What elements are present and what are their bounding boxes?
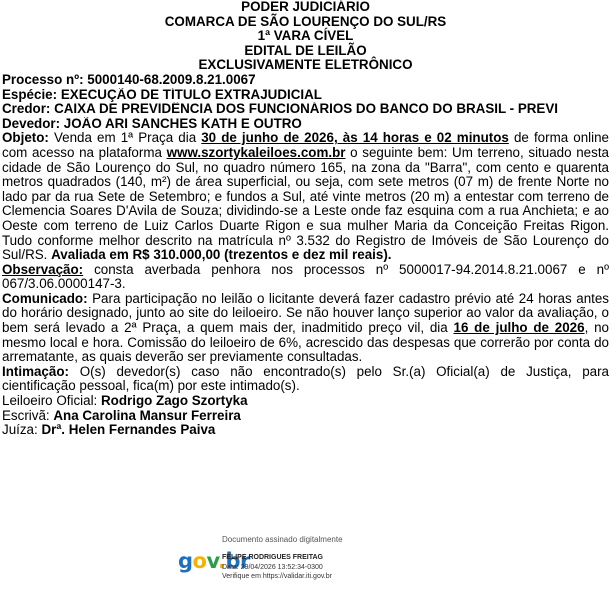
observacao-text: consta averbada penhora nos processos nº 5000017-94.2014.8.21.0067 e nº 067/3.06.0000147-3.	[2, 261, 609, 292]
devedor-label: Devedor:	[2, 116, 61, 131]
processo-label: Processo nº:	[2, 72, 84, 87]
header-poder-judiciario: PODER JUDICIÁRIO	[241, 0, 370, 14]
credor-line	[0, 102, 611, 117]
leiloeiro-name: Rodrigo Zago Szortyka	[101, 394, 248, 409]
processo-line	[0, 73, 611, 88]
leiloeiro-label: Leiloeiro Oficial:	[2, 394, 101, 409]
objeto-site-link[interactable]: www.szortykaleiloes.com.br	[166, 144, 346, 160]
objeto-paragraph	[0, 131, 611, 262]
header-comarca: COMARCA DE SÃO LOURENÇO DO SUL/RS	[164, 13, 447, 29]
intimacao-label: Intimação:	[2, 363, 69, 379]
objeto-avaliada: Avaliada em R$ 310.000,00 (trezentos e dez mil reais).	[51, 247, 392, 263]
header-edital: EDITAL DE LEILÃO	[244, 42, 367, 58]
juiza-label: Juíza:	[2, 423, 42, 438]
signature-date: Data: 29/04/2026 13:52:34-0300	[222, 564, 323, 571]
credor-label: Credor:	[2, 102, 51, 117]
objeto-date: 30 de junho de 2026, às 14 horas e 02 minutos	[201, 130, 509, 146]
intimacao-text: O(s) devedor(s) caso não encontrado(s) pelo Sr.(a) Oficial(a) de Justiça, para cientificação pessoal, fica(m) por este intimado(s).	[2, 363, 609, 394]
objeto-text1: Venda em 1ª Praça dia	[48, 130, 202, 146]
juiza-name: Drª. Helen Fernandes Paiva	[41, 423, 216, 438]
header-vara: 1ª VARA CÍVEL	[257, 28, 354, 44]
escriva-label: Escrivã:	[2, 408, 54, 423]
header-eletronico: EXCLUSIVAMENTE ELETRÔNICO	[198, 57, 413, 73]
especie-value: EXECUÇÃO DE TÍTULO EXTRAJUDICIAL	[60, 87, 322, 102]
signer-name: FELIPE RODRIGUES FREITAG	[222, 554, 323, 561]
comunicado-text1: Para participação no leilão o licitante deverá fazer cadastro prévio até 24 horas antes do horário designado, junto ao site do leiloeiro. Se não houver lanço superior ao valor da avaliação, o bem será levado a 2ª Praça, a quem mais der, inadmitido preço vil, dia	[2, 290, 609, 336]
comunicado-date: 16 de julho de 2026	[453, 320, 585, 336]
objeto-text3: o seguinte bem: Um terreno, situado nesta cidade de São Lourenço do Sul, no quadro número 165, na zona da "Barra", com cento e quarenta metros quadrados (140, m²) de área superficial, ou seja, com sete metros (07 m) de frente Norte no lado par da rua Sete de Setembro; e fundos a Sul, até vinte metros (20 m) a entestar com terreno de Clemencia Soares D'Avila de Souza; dividindo-se a Leste onde faz esquina com a rua Anchieta; e ao Oeste com terreno de Luiz Carlos Duarte Rigon e sua mulher Maria da Conceição Freitas Rigon. Tudo conforme melhor descrito na matrícula nº 3.532 do Registro de Imóveis de São Lourenço do Sul/RS.	[2, 144, 609, 263]
signature-verify-link[interactable]: Verifique em https://validar.iti.gov.br	[222, 573, 332, 580]
juiza-line	[0, 423, 611, 438]
observacao-label: Observação:	[2, 261, 84, 277]
intimacao-paragraph	[0, 365, 611, 394]
especie-label: Espécie:	[2, 87, 58, 102]
observacao-paragraph	[0, 263, 611, 292]
leiloeiro-line	[0, 394, 611, 409]
comunicado-text2: , no mesmo local e hora. Comissão do leiloeiro de 6%, acrescido das despesas que correrão por conta do arrematante, as quais deverão ser previamente consultadas.	[2, 320, 609, 365]
signature-heading: Documento assinado digitalmente	[222, 535, 343, 544]
comunicado-paragraph	[0, 292, 611, 365]
escriva-name: Ana Carolina Mansur Ferreira	[53, 408, 241, 423]
especie-line	[0, 88, 611, 103]
devedor-value: JOÃO ARI SANCHES KATH E OUTRO	[63, 116, 302, 131]
escriva-line	[0, 409, 611, 424]
gov-br-logo: gov.br	[178, 549, 250, 573]
objeto-label: Objeto:	[2, 130, 49, 146]
comunicado-label: Comunicado:	[2, 290, 88, 306]
objeto-text2: de forma online com acesso na plataforma	[2, 130, 609, 160]
digital-signature-stamp	[168, 530, 418, 598]
processo-value: 5000140-68.2009.8.21.0067	[87, 72, 256, 87]
credor-value: CAIXA DE PREVIDÊNCIA DOS FUNCIONÁRIOS DO BANCO DO BRASIL - PREVI	[54, 102, 559, 117]
devedor-line	[0, 117, 611, 132]
